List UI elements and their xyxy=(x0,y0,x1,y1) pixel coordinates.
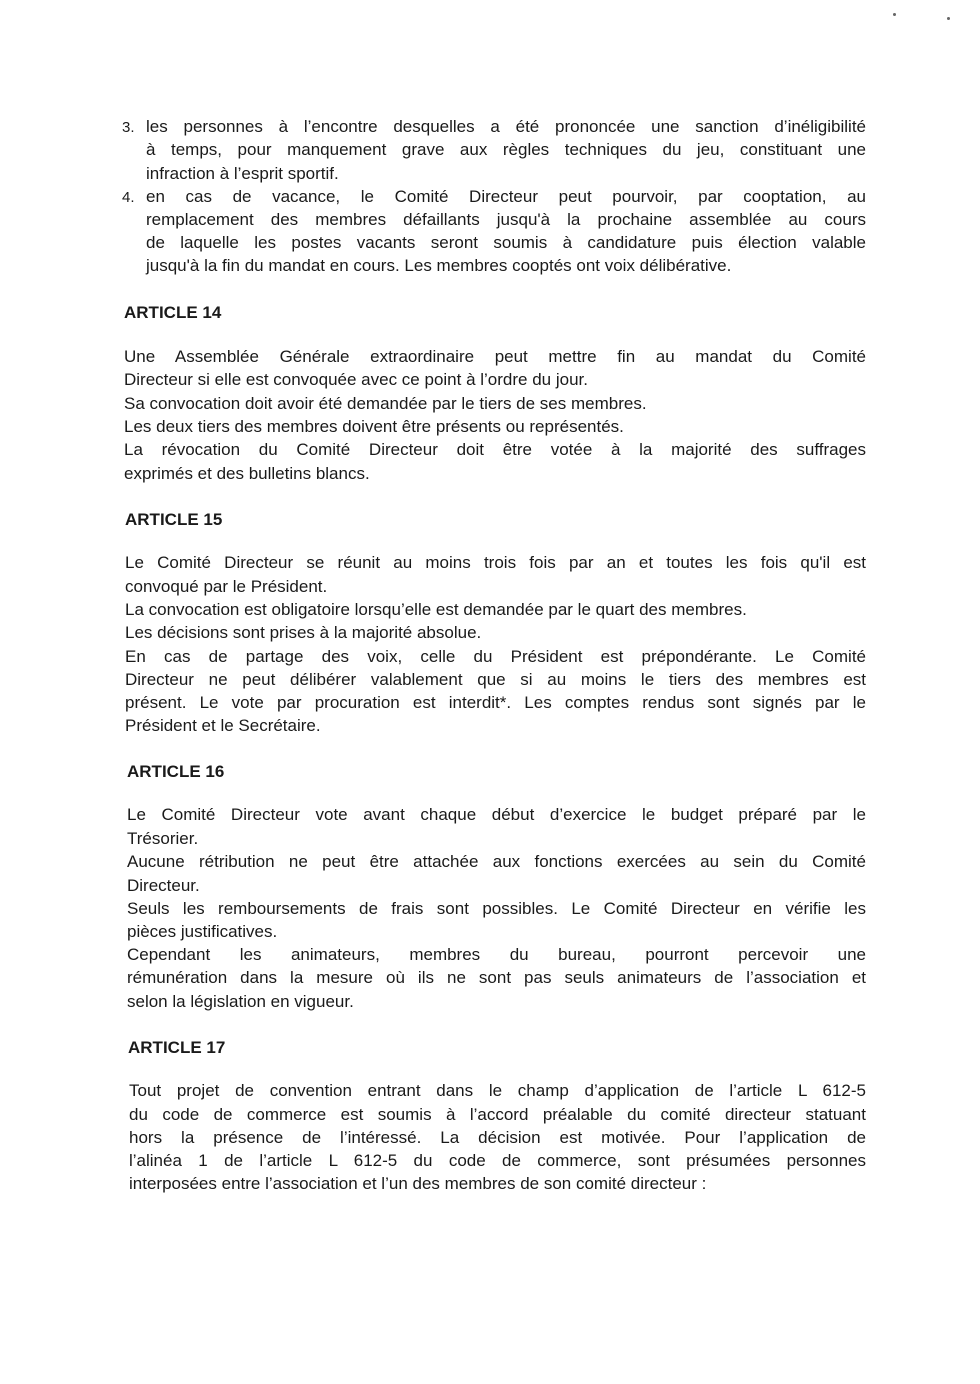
article-text-line: Cependant les animateurs, membres du bureau, pourront percevoir une xyxy=(127,945,866,964)
article-heading: ARTICLE 16 xyxy=(127,762,225,781)
article-text-line: interposées entre l’association et l’un des membres de son comité directeur : xyxy=(129,1174,707,1193)
article-text-line: présent. Le vote par procuration est interdit*. Les comptes rendus sont signés par le xyxy=(125,693,866,712)
article-text-line: Le Comité Directeur vote avant chaque début d’exercice le budget préparé par le xyxy=(127,805,866,824)
list-item-line: infraction à l’esprit sportif. xyxy=(146,164,339,183)
article-text-line: Tout projet de convention entrant dans le champ d’application de l’article L 612-5 xyxy=(129,1081,866,1100)
article-text-line: La révocation du Comité Directeur doit être votée à la majorité des suffrages xyxy=(124,440,866,459)
article-text-line: Trésorier. xyxy=(127,829,199,848)
article-text-line: hors la présence de l’intéressé. La décision est motivée. Pour l’application de xyxy=(129,1128,866,1147)
article-text-line: pièces justificatives. xyxy=(127,922,278,941)
article-text-line: Directeur ne peut délibérer valablement que si au moins le tiers des membres est xyxy=(125,670,866,689)
article-text-line: l’alinéa 1 de l’article L 612-5 du code de commerce, sont présumées personnes xyxy=(129,1151,866,1170)
article-text-line: Seuls les remboursements de frais sont possibles. Le Comité Directeur en vérifie les xyxy=(127,899,866,918)
article-text-line: Directeur si elle est convoquée avec ce point à l’ordre du jour. xyxy=(124,370,588,389)
list-item-number: 4. xyxy=(122,189,135,206)
article-text-line: Directeur. xyxy=(127,876,200,895)
article-heading: ARTICLE 15 xyxy=(125,510,223,529)
list-item-line: en cas de vacance, le Comité Directeur peut pourvoir, par cooptation, au xyxy=(146,187,866,206)
article-heading: ARTICLE 14 xyxy=(124,303,222,322)
scan-speck xyxy=(893,13,896,16)
article-text-line: La convocation est obligatoire lorsqu’elle est demandée par le quart des membres. xyxy=(125,600,747,619)
article-text-line: Une Assemblée Générale extraordinaire peut mettre fin au mandat du Comité xyxy=(124,347,866,366)
article-text-line: Aucune rétribution ne peut être attachée aux fonctions exercées au sein du Comité xyxy=(127,852,866,871)
article-text-line: Les deux tiers des membres doivent être présents ou représentés. xyxy=(124,417,624,436)
list-item-line: remplacement des membres défaillants jusqu'à la prochaine assemblée au cours xyxy=(146,210,866,229)
article-text-line: du code de commerce est soumis à l’accord préalable du comité directeur statuant xyxy=(129,1105,866,1124)
article-text-line: Sa convocation doit avoir été demandée par le tiers de ses membres. xyxy=(124,394,647,413)
list-item-line: les personnes à l’encontre desquelles a été prononcée une sanction d’inéligibilité xyxy=(146,117,866,136)
article-text-line: En cas de partage des voix, celle du Président est prépondérante. Le Comité xyxy=(125,647,866,666)
scan-speck xyxy=(947,17,950,20)
list-item-line: à temps, pour manquement grave aux règles techniques du jeu, constituant une xyxy=(146,140,866,159)
list-item-number: 3. xyxy=(122,119,135,136)
article-text-line: rémunération dans la mesure où ils ne sont pas seuls animateurs de l’association et xyxy=(127,968,866,987)
list-item-line: de laquelle les postes vacants seront soumis à candidature puis élection valable xyxy=(146,233,866,252)
article-text-line: exprimés et des bulletins blancs. xyxy=(124,464,370,483)
article-text-line: Président et le Secrétaire. xyxy=(125,716,321,735)
article-text-line: Le Comité Directeur se réunit au moins trois fois par an et toutes les fois qu'il est xyxy=(125,553,866,572)
article-text-line: Les décisions sont prises à la majorité absolue. xyxy=(125,623,482,642)
article-text-line: convoqué par le Président. xyxy=(125,577,328,596)
article-heading: ARTICLE 17 xyxy=(128,1038,226,1057)
list-item-line: jusqu'à la fin du mandat en cours. Les membres cooptés ont voix délibérative. xyxy=(146,256,732,275)
article-text-line: selon la législation en vigueur. xyxy=(127,992,354,1011)
